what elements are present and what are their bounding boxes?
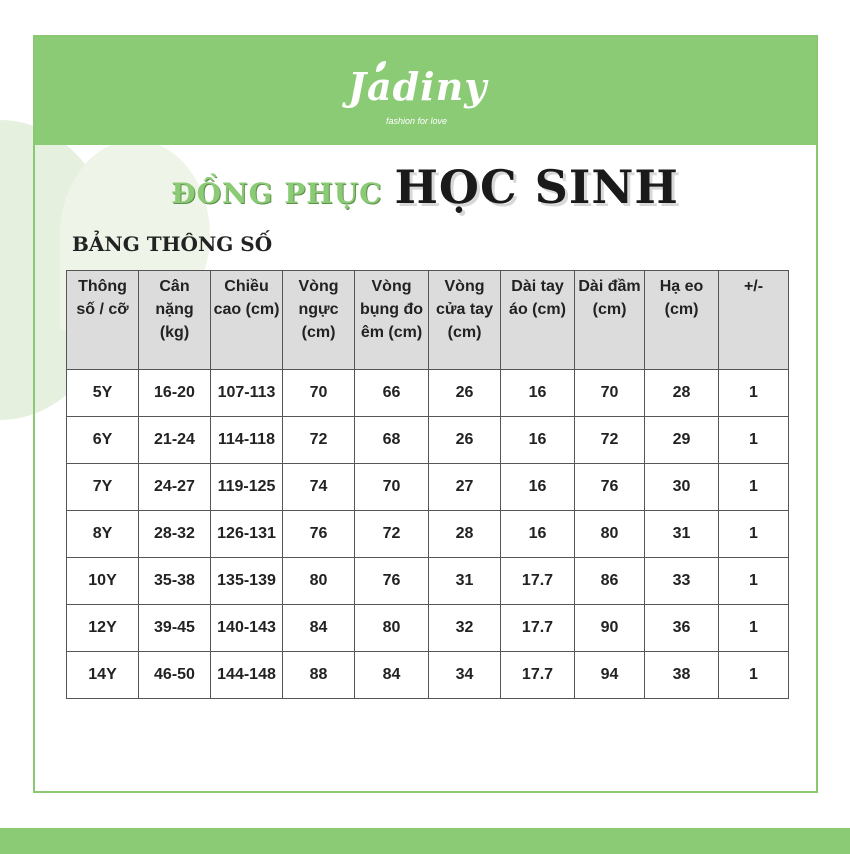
table-row [67, 370, 789, 417]
table-cell: 1 [719, 558, 789, 605]
table-cell: 70 [575, 370, 645, 417]
table-cell: 66 [355, 370, 429, 417]
table-cell: 16 [501, 370, 575, 417]
table-cell: 72 [283, 417, 355, 464]
table-cell: 1 [719, 652, 789, 699]
section-subtitle: BẢNG THÔNG SỐ [72, 232, 273, 256]
table-cell: 74 [283, 464, 355, 511]
table-cell: 1 [719, 605, 789, 652]
table-cell: 80 [283, 558, 355, 605]
table-cell: 126-131 [211, 511, 283, 558]
table-cell: 46-50 [139, 652, 211, 699]
table-body [67, 370, 789, 699]
table-header-cell: Cân nặng (kg) [139, 271, 211, 370]
table-row [67, 417, 789, 464]
table-cell: 38 [645, 652, 719, 699]
table-cell: 36 [645, 605, 719, 652]
logo-tagline: fashion for love [386, 116, 448, 126]
table-cell: 17.7 [501, 605, 575, 652]
table-cell: 1 [719, 464, 789, 511]
table-cell: 68 [355, 417, 429, 464]
table-cell: 72 [355, 511, 429, 558]
table-cell: 76 [283, 511, 355, 558]
table-cell: 76 [575, 464, 645, 511]
table-row [67, 558, 789, 605]
table-cell: 90 [575, 605, 645, 652]
table-cell: 5Y [67, 370, 139, 417]
title-big: HỌC SINH [394, 160, 679, 214]
table-cell: 119-125 [211, 464, 283, 511]
table-cell: 94 [575, 652, 645, 699]
table-cell: 16-20 [139, 370, 211, 417]
table-cell: 1 [719, 511, 789, 558]
table-cell: 24-27 [139, 464, 211, 511]
table-cell: 27 [429, 464, 501, 511]
table-cell: 8Y [67, 511, 139, 558]
table-row [67, 464, 789, 511]
table-cell: 135-139 [211, 558, 283, 605]
table-cell: 140-143 [211, 605, 283, 652]
table-cell: 80 [575, 511, 645, 558]
table-cell: 29 [645, 417, 719, 464]
table-cell: 30 [645, 464, 719, 511]
table-cell: 16 [501, 417, 575, 464]
title-small: ĐỒNG PHỤC [171, 177, 383, 210]
table-cell: 26 [429, 417, 501, 464]
table-cell: 16 [501, 511, 575, 558]
table-cell: 21-24 [139, 417, 211, 464]
table-header-cell: Chiều cao (cm) [211, 271, 283, 370]
table-cell: 34 [429, 652, 501, 699]
table-cell: 84 [355, 652, 429, 699]
table-cell: 10Y [67, 558, 139, 605]
table-cell: 7Y [67, 464, 139, 511]
table-cell: 35-38 [139, 558, 211, 605]
table-cell: 88 [283, 652, 355, 699]
logo-text: Jadiny [348, 64, 488, 109]
table-cell: 28 [645, 370, 719, 417]
table-cell: 32 [429, 605, 501, 652]
table-cell: 76 [355, 558, 429, 605]
table-header-cell: Dài đầm (cm) [575, 271, 645, 370]
table-cell: 39-45 [139, 605, 211, 652]
table-cell: 17.7 [501, 558, 575, 605]
table-header-cell: Vòng ngực (cm) [283, 271, 355, 370]
table-cell: 1 [719, 417, 789, 464]
footer-bar [0, 828, 850, 854]
table-cell: 86 [575, 558, 645, 605]
table-row [67, 652, 789, 699]
table-cell: 14Y [67, 652, 139, 699]
table-row [67, 511, 789, 558]
table-cell: 107-113 [211, 370, 283, 417]
table-cell: 70 [355, 464, 429, 511]
table-cell: 31 [429, 558, 501, 605]
table-cell: 12Y [67, 605, 139, 652]
table-header-row [67, 271, 789, 370]
table-cell: 16 [501, 464, 575, 511]
table-cell: 84 [283, 605, 355, 652]
table-cell: 33 [645, 558, 719, 605]
table-header-cell: +/- [719, 271, 789, 370]
table-cell: 80 [355, 605, 429, 652]
size-chart-table [66, 270, 789, 699]
table-row [67, 605, 789, 652]
table-header-cell: Thông số / cỡ [67, 271, 139, 370]
table-header-cell: Vòng bụng đo êm (cm) [355, 271, 429, 370]
table-header-cell: Hạ eo (cm) [645, 271, 719, 370]
table-cell: 70 [283, 370, 355, 417]
table-cell: 114-118 [211, 417, 283, 464]
table-cell: 1 [719, 370, 789, 417]
brand-logo [348, 58, 508, 128]
table-cell: 72 [575, 417, 645, 464]
table-cell: 144-148 [211, 652, 283, 699]
table-cell: 28 [429, 511, 501, 558]
table-cell: 28-32 [139, 511, 211, 558]
table-cell: 31 [645, 511, 719, 558]
table-cell: 6Y [67, 417, 139, 464]
table-header-cell: Dài tay áo (cm) [501, 271, 575, 370]
table-cell: 17.7 [501, 652, 575, 699]
table-header-cell: Vòng cửa tay (cm) [429, 271, 501, 370]
table-cell: 26 [429, 370, 501, 417]
page-title [0, 160, 850, 220]
